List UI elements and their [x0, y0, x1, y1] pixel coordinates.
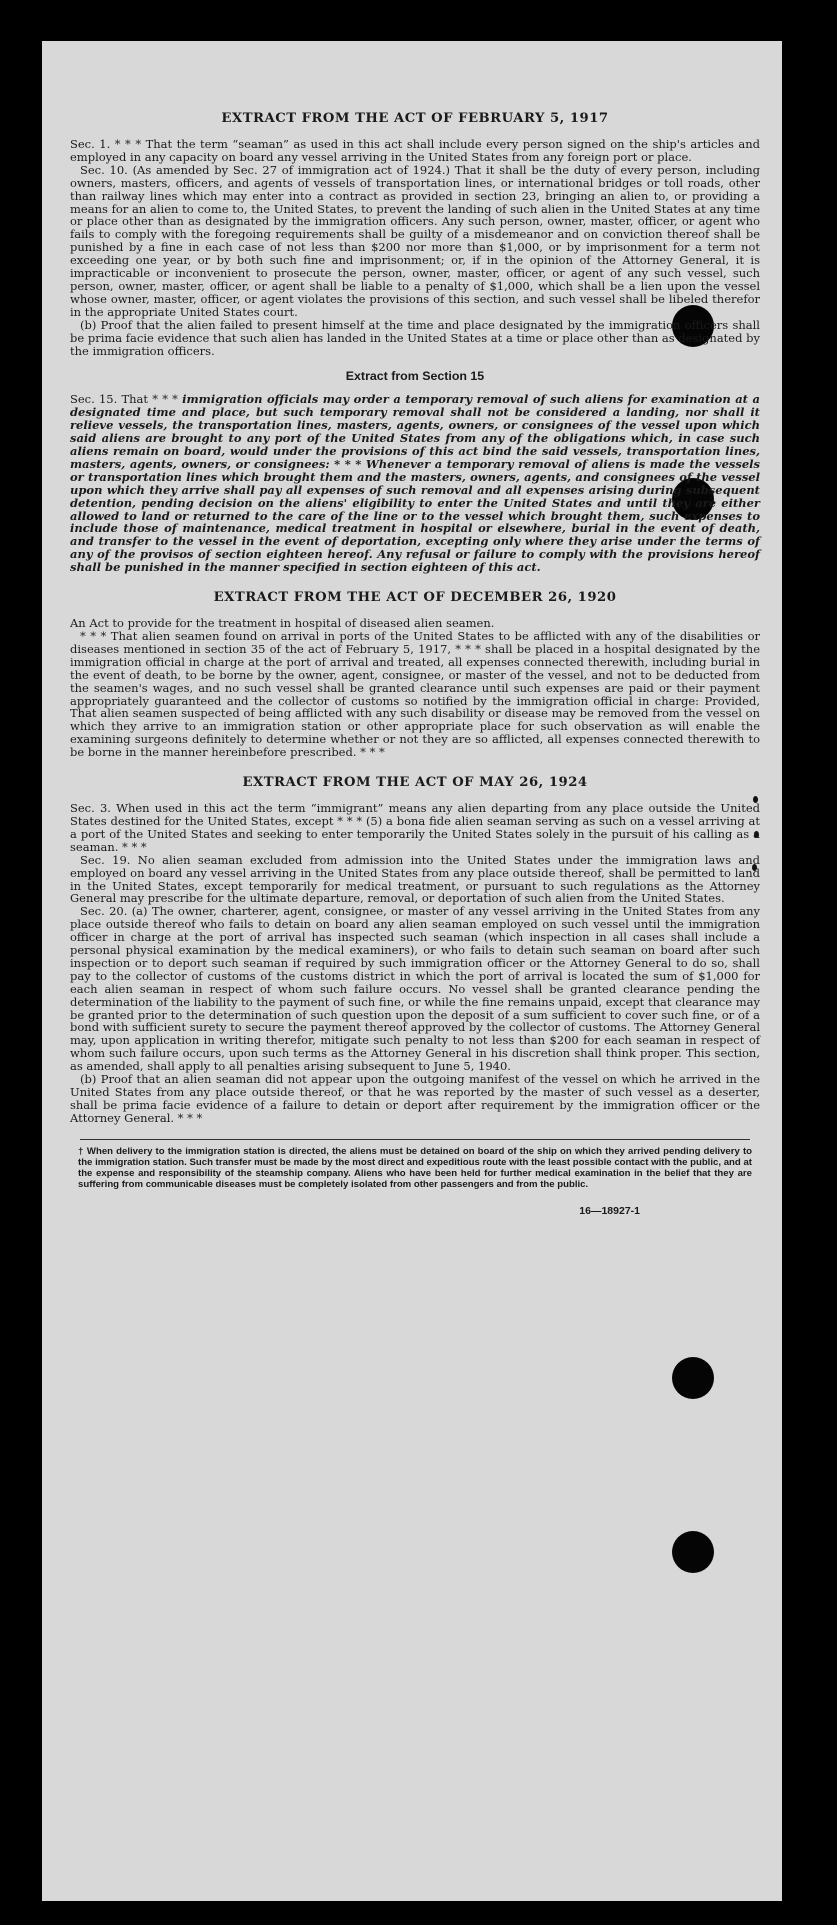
section-1917: [70, 138, 760, 357]
form-number: 16—18927-1: [579, 1204, 640, 1217]
paragraph-1920-body: * * * That alien seamen found on arrival in ports of the United States to be afflicted with any of the disabilities or diseases mentioned in section 35 of the act of February 5, 1917, * * * shall be placed in a hospital designated by the immigration official in charge at the port of arrival and treated, all expenses connected therewith, including burial in the event of death, to be borne by the owner, agent, consignee, or master of the vessel, and not to be deducted from the seamen's wages, and no such vessel shall be granted clearance until such expenses are paid or their payment appropriately guaranteed and the collector of customs so notified by the immigration official in charge: Provided, That alien seamen suspected of being afflicted with any such disability or disease may be removed from the vessel on which they arrive to an immigration station or other appropriate place for such observation as will enable the examining surgeons definitely to determine whether or not they are so afflicted, all expenses connected therewith to be borne in the manner hereinbefore prescribed. * * *: [70, 629, 760, 760]
paragraph-sec-1: Sec. 1. * * * That the term “seaman” as used in this act shall include every person signed on the ship's articles and employed in any capacity on board any vessel arriving in the United States from any foreign port or place.: [70, 137, 760, 164]
punch-hole: [672, 1531, 714, 1573]
footnote-divider: [80, 1139, 750, 1140]
paragraph-sec-15: [70, 393, 760, 574]
heading-section-15: Extract from Section 15: [345, 369, 485, 384]
section-1920: [70, 617, 760, 759]
paragraph-sec-20a: Sec. 20. (a) The owner, charterer, agent, consignee, or master of any vessel arriving in the United States from any place outside thereof who fails to detain on board any alien seaman employed on such vessel until the immigration officer in charge at the port of arrival has inspected such seaman (which inspection in all cases shall include a personal physical examination by the medical examiners), or who fails to detain such seaman on board after such inspection or to deport such seaman if required by such immigration officer or the Attorney General to do so, shall pay to the collector of customs of the customs district in which the port of arrival is located the sum of $1,000 for each alien seaman in respect of whom such failure occurs. No vessel shall be granted clearance pending the determination of the liability to the payment of such fine, or while the fine remains unpaid, except that clearance may be granted prior to the determination of such question upon the deposit of a sum sufficient to cover such fine, or of a bond with sufficient surety to secure the payment thereof approved by the collector of customs. The Attorney General may, upon application in writing therefor, mitigate such penalty to not less than $200 for each seaman in respect of whom such failure occurs, upon such terms as the Attorney General in his discretion shall think proper. This section, as amended, shall apply to all penalties arising subsequent to June 5, 1940.: [70, 904, 760, 1074]
heading-act-1917: EXTRACT FROM THE ACT OF FEBRUARY 5, 1917: [221, 111, 609, 126]
section-15: [70, 393, 760, 574]
section-1924: [70, 802, 760, 1125]
sec-15-lead: Sec. 15. That * * *: [70, 392, 183, 407]
footnote: † When delivery to the immigration station is directed, the aliens must be detained on board of the ship on which they arrived pending delivery to the immigration station. Such transfer must be made by the most direct and expeditious route with the least possible contact with the public, and at the expense and responsibility of the steamship company. Aliens who have been held for further medical examination in the belief that they are suffering from communicable diseases must be completely isolated from other passengers and from the public.: [78, 1145, 752, 1191]
heading-act-1924: EXTRACT FROM THE ACT OF MAY 26, 1924: [242, 775, 588, 791]
heading-act-1920: EXTRACT FROM THE ACT OF DECEMBER 26, 1920: [213, 590, 617, 606]
document-body: [70, 111, 760, 1217]
paragraph-sec-19: Sec. 19. No alien seaman excluded from admission into the United States under the immigration laws and employed on board any vessel arriving in the United States from any place outside thereof, shall be permitted to land in the United States, except temporarily for medical treatment, or pursuant to such regulations as the Attorney General may prescribe for the ultimate departure, removal, or deportation of such alien from the United States.: [70, 852, 760, 906]
paragraph-sec-20b: (b) Proof that an alien seaman did not appear upon the outgoing manifest of the vessel on which he arrived in the United States from any place outside thereof, or that he was reported by the master of such vessel as a deserter, shall be prima facie evidence of a failure to detain or deport after requirement by the immigration officer or the Attorney General. * * *: [70, 1072, 760, 1125]
paragraph-sec-10: Sec. 10. (As amended by Sec. 27 of immigration act of 1924.) That it shall be the duty of every person, including owners, masters, officers, and agents of vessels of transportation lines, or international bridges or toll roads, other than railway lines which may enter into a contract as provided in section 23, bringing an alien to, or providing a means for an alien to come to, the United States, to prevent the landing of such alien in the United States at any time or place other than as designated by the immigration officers. Any such person, owner, master, officer, or agent who fails to comply with the foregoing requirements shall be guilty of a misdemeanor and on conviction thereof shall be punished by a fine in each case of not less than $200 nor more than $1,000, or by imprisonment for a term not exceeding one year, or by both such fine and imprisonment; or, if in the opinion of the Attorney General, it is impracticable or inconvenient to prosecute the person, owner, master, officer, or agent of any such vessel, such person, owner, master, officer, or agent shall be liable to a penalty of $1,000, which shall be a lien upon the vessel whose owner, master, officer, or agent violates the provisions of this section, and such vessel shall be libeled therefor in the appropriate United States court.: [70, 162, 760, 319]
punch-hole: [672, 1357, 714, 1399]
paragraph-sec-10b: (b) Proof that the alien failed to present himself at the time and place designated by the immigration officers shall be prima facie evidence that such alien has landed in the United States at a time or place other than as designated by the immigration officers.: [70, 317, 760, 358]
sec-15-italic-text: immigration officials may order a temporary removal of such aliens for examination at a designated time and place, but such temporary removal shall not be considered a landing, nor shall it relieve vessels, the transportation lines, masters, agents, owners, or consignees of the vessel upon which said aliens are brought to any port of the United States from any of the obligations which, in case such aliens remain on board, would under the provisions of this act bind the said vessels, transportation lines, masters, agents, owners, or consignees: * * * Whenever a temporary removal of aliens is made the vessels or transportation lines which brought them and the masters, owners, agents, and consignees of the vessel upon which they arrive shall pay all expenses of such removal and all expenses arising during subsequent detention, pending decision on the aliens' eligibility to enter the United States and until they are either allowed to land or returned to the care of the line or to the vessel which brought them, such expenses to include those of maintenance, medical treatment in hospital or elsewhere, burial in the event of death, and transfer to the vessel in the event of deportation, excepting only where they arise under the terms of any of the provisos of section eighteen hereof. Any refusal or failure to comply with the provisions hereof shall be punished in the manner specified in section eighteen of this act.: [70, 392, 760, 575]
paragraph-sec-3: Sec. 3. When used in this act the term “immigrant” means any alien departing from any place outside the United States destined for the United States, except * * * (5) a bona fide alien seaman serving as such on a vessel arriving at a port of the United States and seeking to enter temporarily the United States solely in the pursuit of his calling as a seaman. * * *: [70, 801, 760, 854]
paragraph-act-title: An Act to provide for the treatment in hospital of diseased alien seamen.: [70, 616, 495, 631]
document-page: [42, 41, 782, 1901]
